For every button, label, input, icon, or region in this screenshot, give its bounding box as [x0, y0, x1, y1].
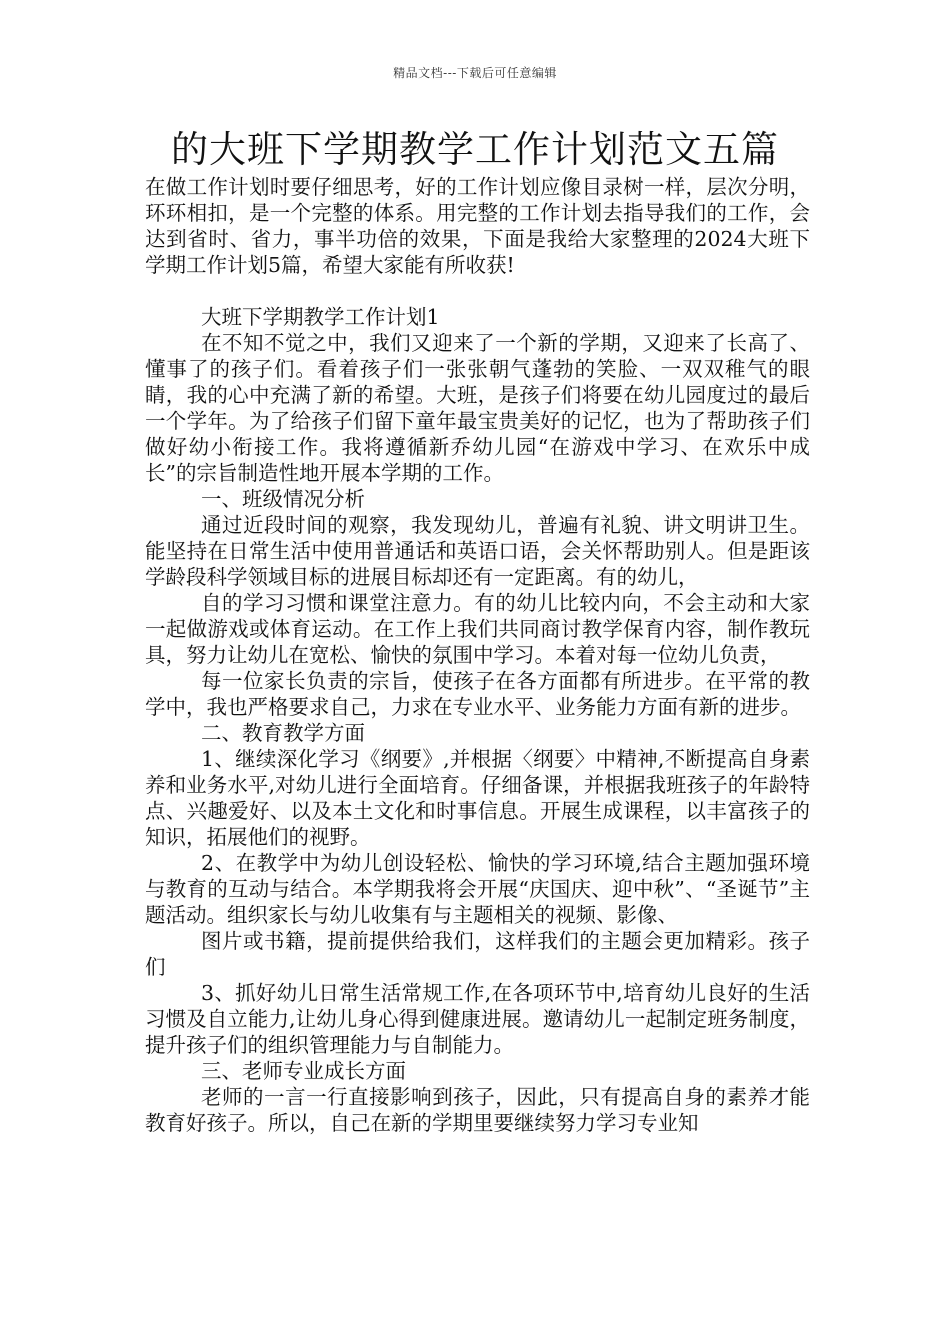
paragraph: 通过近段时间的观察，我发现幼儿，普遍有礼貌、讲文明讲卫生。能坚持在日常生活中使用普通话和英语口语，会关怀帮助别人。但是距该学龄段科学领域目标的进展目标却还有一定距离。有的幼儿，	[145, 513, 810, 589]
paragraph: 3、抓好幼儿日常生活常规工作,在各项环节中,培育幼儿良好的生活习惯及自立能力,让幼儿身心得到健康进展。邀请幼儿一起制定班务制度，提升孩子们的组织管理能力与自制能力。	[145, 981, 810, 1057]
document-title: 的大班下学期教学工作计划范文五篇	[171, 128, 779, 171]
section-heading: 大班下学期教学工作计划1	[201, 305, 440, 329]
paragraph: 自的学习习惯和课堂注意力。有的幼儿比较内向，不会主动和大家一起做游戏或体育运动。在工作上我们共同商讨教学保育内容，制作教玩具，努力让幼儿在宽松、愉快的氛围中学习。本着对每一位幼儿负责，	[145, 591, 810, 667]
paragraph: 2、在教学中为幼儿创设轻松、愉快的学习环境,结合主题加强环境与教育的互动与结合。本学期我将会开展“庆国庆、迎中秋”、“圣诞节”主题活动。组织家长与幼儿收集有与主题相关的视频、影像、	[145, 851, 810, 927]
document-body	[145, 174, 810, 1136]
paragraph: 老师的一言一行直接影响到孩子，因此，只有提高自身的素养才能教育好孩子。所以，自己在新的学期里要继续努力学习专业知	[145, 1085, 810, 1135]
paragraph: 每一位家长负责的宗旨，使孩子在各方面都有所进步。在平常的教学中，我也严格要求自己，力求在专业水平、业务能力方面有新的进步。	[145, 669, 810, 719]
paragraph: 1、继续深化学习《纲要》,并根据〈纲要〉中精神,不断提高自身素养和业务水平,对幼儿进行全面培育。仔细备课，并根据我班孩子的年龄特点、兴趣爱好、以及本土文化和时事信息。开展生成课程，以丰富孩子的知识，拓展他们的视野。	[145, 747, 810, 849]
subheading: 三、老师专业成长方面	[201, 1059, 406, 1083]
subheading: 一、班级情况分析	[201, 487, 365, 511]
page-header: 精品文档---下载后可任意编辑	[393, 66, 557, 80]
paragraph: 在不知不觉之中，我们又迎来了一个新的学期，又迎来了长高了、懂事了的孩子们。看着孩子们一张张朝气蓬勃的笑脸、一双双稚气的眼睛，我的心中充满了新的希望。大班，是孩子们将要在幼儿园度过的最后一个学年。为了给孩子们留下童年最宝贵美好的记忆，也为了帮助孩子们做好幼小衔接工作。我将遵循新乔幼儿园“在游戏中学习、在欢乐中成长”的宗旨制造性地开展本学期的工作。	[145, 331, 810, 485]
paragraph: 图片或书籍，提前提供给我们，这样我们的主题会更加精彩。孩子们	[145, 929, 810, 979]
spacer	[145, 278, 810, 304]
intro-paragraph: 在做工作计划时要仔细思考，好的工作计划应像目录树一样，层次分明，环环相扣，是一个完整的体系。用完整的工作计划去指导我们的工作，会达到省时、省力，事半功倍的效果，下面是我给大家整理的2024大班下学期工作计划5篇，希望大家能有所收获!	[145, 175, 810, 277]
subheading: 二、教育教学方面	[201, 721, 365, 745]
